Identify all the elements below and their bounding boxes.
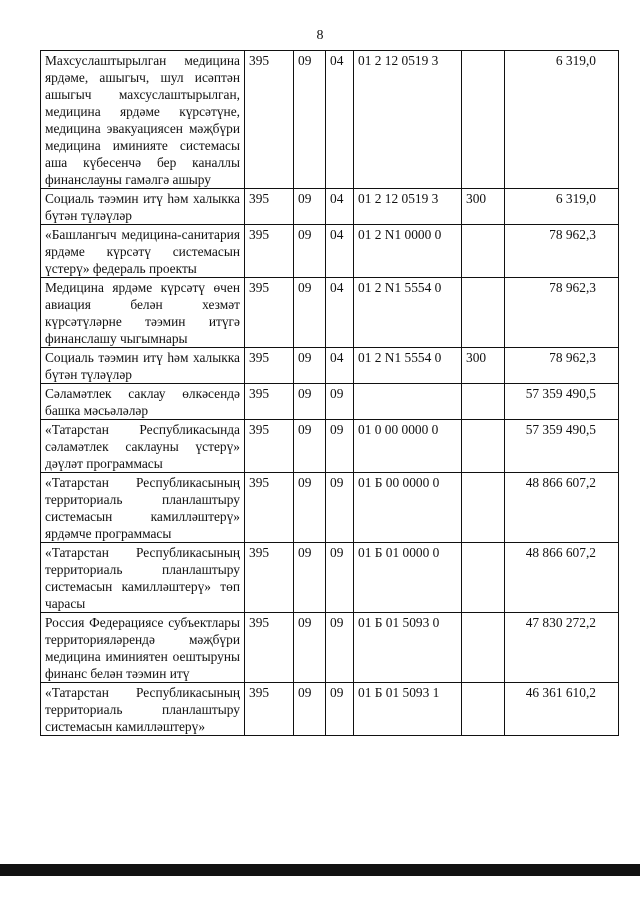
table-row (41, 473, 619, 543)
amount: 78 962,3 (505, 225, 619, 278)
row-name: «Татарстан Республикасының территориаль планлаштыру системасын камилләштерү» ярдәмче программасы (41, 473, 245, 543)
budget-table-body (41, 51, 619, 736)
amount: 6 319,0 (505, 51, 619, 189)
expense-type-code: 300 (462, 189, 505, 225)
ministry-code: 395 (245, 384, 294, 420)
subsection-code: 04 (326, 348, 354, 384)
ministry-code: 395 (245, 613, 294, 683)
ministry-code: 395 (245, 473, 294, 543)
table-row (41, 543, 619, 613)
budget-table (40, 50, 619, 736)
section-code: 09 (294, 543, 326, 613)
section-code: 09 (294, 473, 326, 543)
ministry-code: 395 (245, 348, 294, 384)
section-code: 09 (294, 420, 326, 473)
expense-type-code (462, 613, 505, 683)
row-name: «Татарстан Республикасының территориаль планлаштыру системасын камилләштерү» төп чарасы (41, 543, 245, 613)
target-item-code: 01 2 N1 0000 0 (354, 225, 462, 278)
section-code: 09 (294, 51, 326, 189)
subsection-code: 04 (326, 51, 354, 189)
table-row (41, 683, 619, 736)
section-code: 09 (294, 278, 326, 348)
ministry-code: 395 (245, 278, 294, 348)
subsection-code: 04 (326, 189, 354, 225)
expense-type-code (462, 420, 505, 473)
section-code: 09 (294, 225, 326, 278)
expense-type-code (462, 384, 505, 420)
expense-type-code (462, 51, 505, 189)
subsection-code: 09 (326, 543, 354, 613)
amount: 47 830 272,2 (505, 613, 619, 683)
expense-type-code (462, 683, 505, 736)
row-name: Сәламәтлек саклау өлкәсендә башка мәсьәләләр (41, 384, 245, 420)
row-name: Социаль тәэмин итү һәм халыкка бүтән түләүләр (41, 348, 245, 384)
target-item-code: 01 2 N1 5554 0 (354, 278, 462, 348)
expense-type-code: 300 (462, 348, 505, 384)
target-item-code: 01 0 00 0000 0 (354, 420, 462, 473)
subsection-code: 09 (326, 420, 354, 473)
target-item-code: 01 2 N1 5554 0 (354, 348, 462, 384)
section-code: 09 (294, 189, 326, 225)
subsection-code: 04 (326, 278, 354, 348)
section-code: 09 (294, 348, 326, 384)
row-name: Россия Федерациясе субъектлары территорияләрендә мәҗбүри медицина иминиятен оештыруны финанс белән тәэмин итү (41, 613, 245, 683)
amount: 48 866 607,2 (505, 473, 619, 543)
section-code: 09 (294, 613, 326, 683)
table-row (41, 225, 619, 278)
section-code: 09 (294, 384, 326, 420)
target-item-code: 01 2 12 0519 3 (354, 51, 462, 189)
row-name: Махсуслаштырылган медицина ярдәме, ашыгыч, шул исәптән ашыгыч махсуслаштырылган, медицина ярдәме күрсәтүне, медицина эвакуациясен мәҗбүри медицина иминияте системасы аша күбесенчә бер каналлы финанслауны гамәлгә ашыру (41, 51, 245, 189)
ministry-code: 395 (245, 189, 294, 225)
expense-type-code (462, 473, 505, 543)
table-row (41, 348, 619, 384)
table-row (41, 189, 619, 225)
scan-edge-bar (0, 864, 640, 876)
target-item-code: 01 2 12 0519 3 (354, 189, 462, 225)
row-name: «Башлангыч медицина-санитария ярдәме күрсәтү системасын үстерү» федераль проекты (41, 225, 245, 278)
expense-type-code (462, 543, 505, 613)
table-row (41, 278, 619, 348)
target-item-code: 01 Б 00 0000 0 (354, 473, 462, 543)
amount: 6 319,0 (505, 189, 619, 225)
table-row (41, 420, 619, 473)
subsection-code: 04 (326, 225, 354, 278)
amount: 46 361 610,2 (505, 683, 619, 736)
ministry-code: 395 (245, 51, 294, 189)
target-item-code: 01 Б 01 5093 0 (354, 613, 462, 683)
amount: 78 962,3 (505, 278, 619, 348)
row-name: Социаль тәэмин итү һәм халыкка бүтән түләүләр (41, 189, 245, 225)
table-row (41, 384, 619, 420)
target-item-code: 01 Б 01 0000 0 (354, 543, 462, 613)
subsection-code: 09 (326, 683, 354, 736)
section-code: 09 (294, 683, 326, 736)
row-name: Медицина ярдәме күрсәтү өчен авиация белән хезмәт күрсәтүләрне тәэмин итүгә финанслашу чыгымнары (41, 278, 245, 348)
subsection-code: 09 (326, 473, 354, 543)
ministry-code: 395 (245, 225, 294, 278)
target-item-code: 01 Б 01 5093 1 (354, 683, 462, 736)
expense-type-code (462, 225, 505, 278)
expense-type-code (462, 278, 505, 348)
amount: 48 866 607,2 (505, 543, 619, 613)
subsection-code: 09 (326, 384, 354, 420)
ministry-code: 395 (245, 543, 294, 613)
table-row (41, 613, 619, 683)
page-number: 8 (316, 28, 324, 43)
row-name: «Татарстан Республикасының территориаль планлаштыру системасын камилләштерү» (41, 683, 245, 736)
target-item-code (354, 384, 462, 420)
ministry-code: 395 (245, 420, 294, 473)
amount: 57 359 490,5 (505, 420, 619, 473)
amount: 57 359 490,5 (505, 384, 619, 420)
subsection-code: 09 (326, 613, 354, 683)
amount: 78 962,3 (505, 348, 619, 384)
table-row (41, 51, 619, 189)
ministry-code: 395 (245, 683, 294, 736)
row-name: «Татарстан Республикасында сәламәтлек саклауны үстерү» дәүләт программасы (41, 420, 245, 473)
